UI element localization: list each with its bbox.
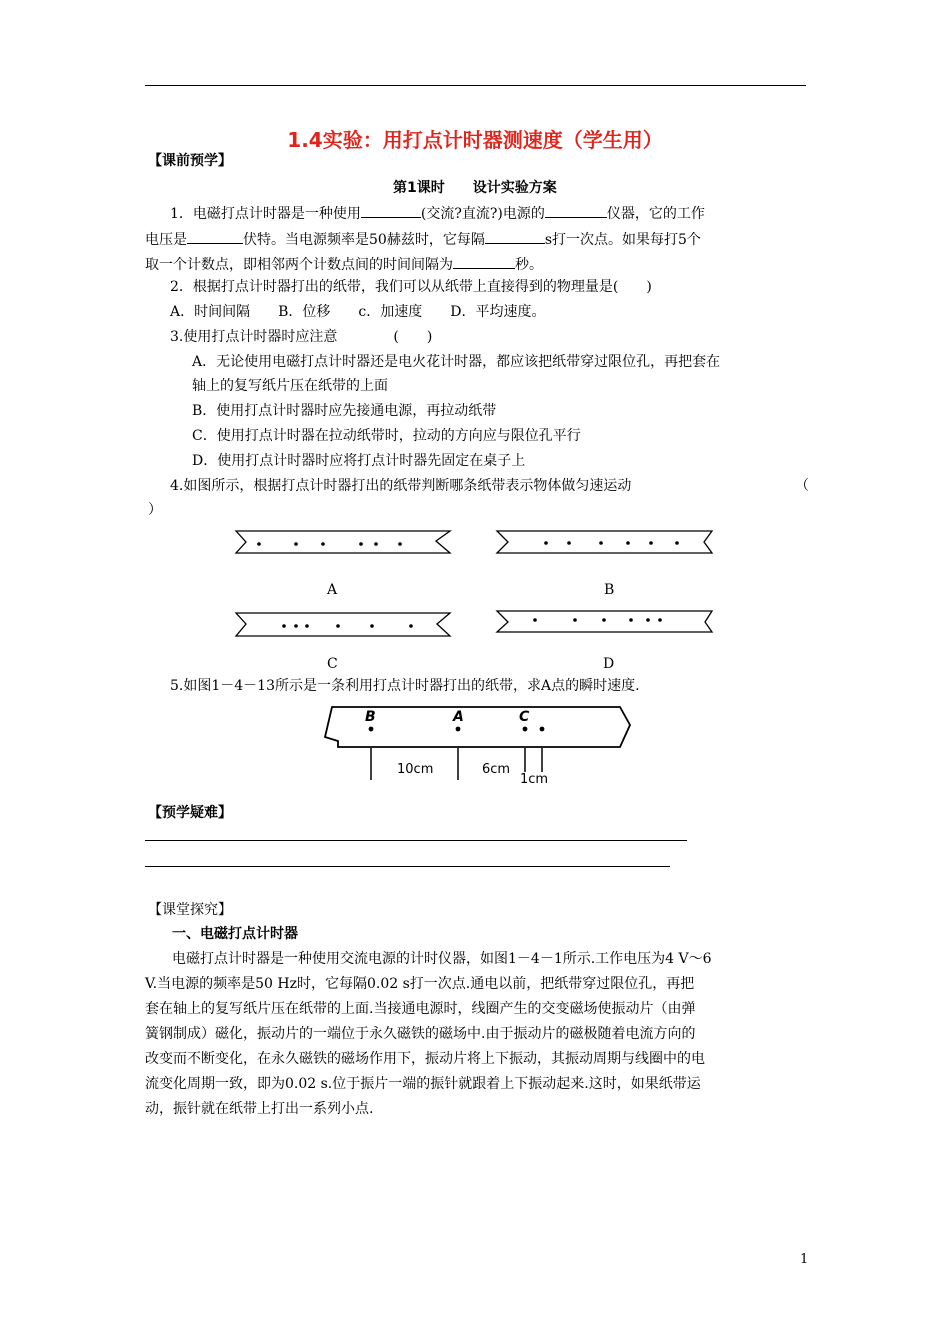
tape-a-dots xyxy=(257,542,402,546)
tape-dot xyxy=(336,624,340,628)
tape-dot xyxy=(359,542,363,546)
class-heading: 【课堂探究】 xyxy=(148,902,232,918)
tape-dot xyxy=(282,624,286,628)
section1-line: 改变而不断变化，在永久磁铁的磁场作用下，振动片将上下振动，其振动周期与线圈中的电 xyxy=(145,1051,705,1067)
section1-line: 流变化周期一致，即为0.02 s.位于振片一端的振针就跟着上下振动起来.这时，如果纸带运 xyxy=(145,1076,701,1092)
q3-stem: 3.使用打点计时器时应注意 ( ) xyxy=(170,329,433,345)
tape-b-dots xyxy=(544,541,679,545)
q5-distance-ac: 6cm xyxy=(482,762,511,777)
tape-dot xyxy=(573,618,577,622)
tape-dot xyxy=(675,541,679,545)
tape-dot xyxy=(544,541,548,545)
tape-b xyxy=(497,531,712,553)
session-topic: 设计实验方案 xyxy=(472,180,557,196)
tape-d-dots xyxy=(533,618,662,622)
q5-label-b: B xyxy=(365,709,376,725)
answer-line[interactable] xyxy=(145,840,687,841)
q5-distance-bc: 10cm xyxy=(397,762,434,777)
tape-dot xyxy=(567,541,571,545)
preview-heading: 【课前预学】 xyxy=(148,153,232,169)
q3-option-d: D．使用打点计时器时应将打点计时器先固定在桌子上 xyxy=(192,453,526,469)
q5-stem: 5.如图1－4－13所示是一条利用打点计时器打出的纸带，求A点的瞬时速度. xyxy=(170,678,640,694)
q5-distance-c-extra: 1cm xyxy=(520,772,549,787)
tape-c-dots xyxy=(282,624,413,628)
session-label: 第1课时 xyxy=(393,180,445,196)
tape-dot xyxy=(409,624,413,628)
q3-option-a2: 轴上的复写纸片压在纸带的上面 xyxy=(192,378,388,394)
tape-label-c: C xyxy=(327,656,338,672)
q3-option-a1: A．无论使用电磁打点计时器还是电火花计时器，都应该把纸带穿过限位孔，再把套在 xyxy=(192,354,721,370)
tape-dot xyxy=(321,542,325,546)
q4-bracket-open: （ xyxy=(795,478,809,494)
tape-dot xyxy=(629,618,633,622)
tape-a xyxy=(236,531,450,553)
q5-label-c: C xyxy=(519,709,530,725)
tape-dot xyxy=(599,541,603,545)
page-number: 1 xyxy=(800,1252,809,1267)
tape-dot xyxy=(602,618,606,622)
tape-dot xyxy=(646,618,650,622)
q2-stem: 2．根据打点计时器打出的纸带，我们可以从纸带上直接得到的物理量是( ) xyxy=(170,279,652,295)
q1-line3: 取一个计数点，即相邻两个计数点间的时间间隔为 秒。 xyxy=(145,254,543,275)
tape-dot xyxy=(370,624,374,628)
tape-dot xyxy=(649,541,653,545)
section1-heading: 一、电磁打点计时器 xyxy=(172,926,298,942)
q5-point-c-dot xyxy=(523,727,528,732)
q3-option-c: C．使用打点计时器在拉动纸带时，拉动的方向应与限位孔平行 xyxy=(192,428,581,444)
q5-point-a-dot xyxy=(456,727,461,732)
page-title: 1.4实验：用打点计时器测速度（学生用） xyxy=(287,128,663,152)
q4-stem: 4.如图所示，根据打点计时器打出的纸带判断哪条纸带表示物体做匀速运动 xyxy=(170,478,632,494)
tape-dot xyxy=(533,618,537,622)
q4-bracket-close: ） xyxy=(148,502,162,518)
q5-point-b-dot xyxy=(369,727,374,732)
tape-c xyxy=(236,613,450,636)
q5-label-a: A xyxy=(453,709,464,725)
answer-line[interactable] xyxy=(145,866,670,867)
section1-line: 簧钢制成）磁化，振动片的一端位于永久磁铁的磁场中.由于振动片的磁极随着电流方向的 xyxy=(145,1026,696,1042)
tape-dot xyxy=(294,624,298,628)
section1-line: 套在轴上的复写纸片压在纸带的上面.当接通电源时，线圈产生的交变磁场使振动片（由弹 xyxy=(145,1001,696,1017)
tape-label-a: A xyxy=(327,582,338,598)
q2-options: A．时间间隔 B．位移 c．加速度 D．平均速度。 xyxy=(170,304,546,320)
difficulty-heading: 【预学疑难】 xyxy=(148,805,232,821)
tape-dot xyxy=(398,542,402,546)
q3-option-b: B．使用打点计时器时应先接通电源，再拉动纸带 xyxy=(192,403,497,419)
tape-dot xyxy=(294,542,298,546)
tape-dot xyxy=(626,541,630,545)
q1-line2: 电压是 伏特。当电源频率是50赫兹时，它每隔 s打一次点。如果每打5个 xyxy=(145,229,701,250)
tape-dot xyxy=(305,624,309,628)
tape-dot xyxy=(658,618,662,622)
tape-dot xyxy=(374,542,378,546)
tape-dot xyxy=(257,542,261,546)
q1-line1: 1．电磁打点计时器是一种使用 (交流?直流?)电源的 仪器，它的工作 xyxy=(170,203,705,224)
section1-line: 电磁打点计时器是一种使用交流电源的计时仪器，如图1－4－1所示.工作电压为4 V～6 xyxy=(172,951,712,967)
q5-extra-dot xyxy=(540,727,545,732)
section1-line: V.当电源的频率是50 Hz时，它每隔0.02 s打一次点.通电以前，把纸带穿过限位孔，再把 xyxy=(145,976,695,992)
tape-label-d: D xyxy=(603,656,615,672)
tape-label-b: B xyxy=(604,582,615,598)
section1-line: 动，振针就在纸带上打出一系列小点. xyxy=(145,1101,374,1117)
